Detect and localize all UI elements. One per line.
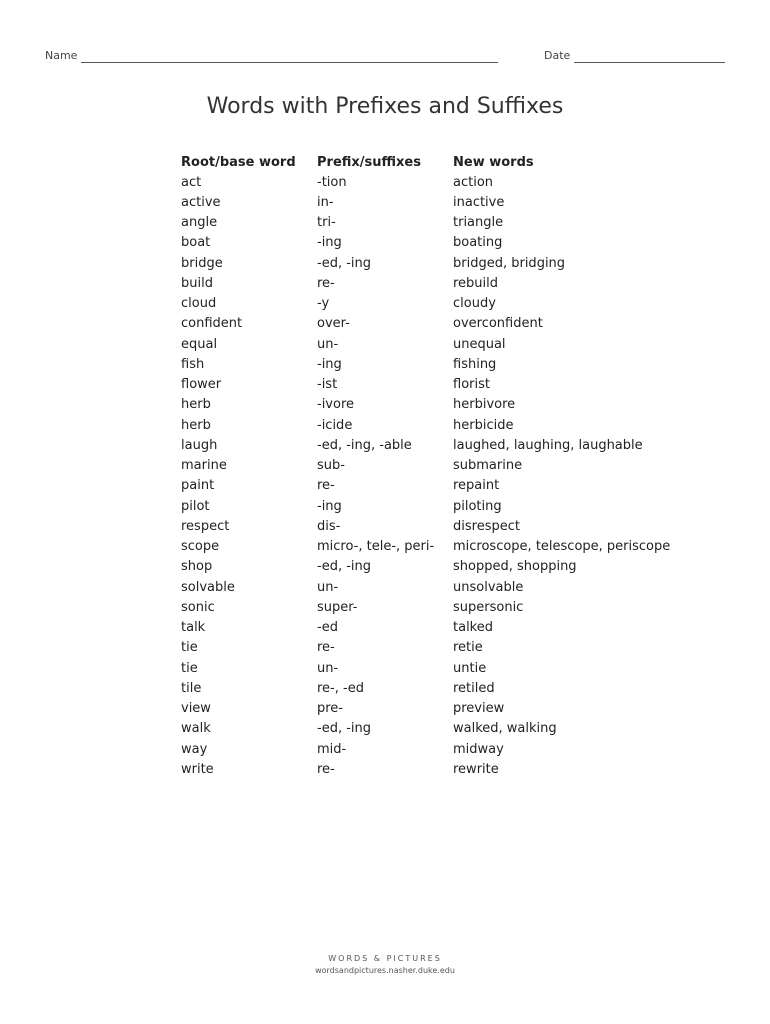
table-row <box>181 759 673 779</box>
new-word-cell: microscope, telescope, periscope <box>453 539 671 555</box>
root-word-cell: equal <box>181 336 218 352</box>
new-word-cell: retiled <box>453 680 495 696</box>
table-row <box>181 618 673 638</box>
affix-cell: sub- <box>317 458 345 474</box>
affix-cell: un- <box>317 579 339 595</box>
root-word-cell: boat <box>181 235 211 251</box>
new-word-cell: bridged, bridging <box>453 255 566 271</box>
new-word-cell: triangle <box>453 215 504 231</box>
new-word-cell: rewrite <box>453 761 499 777</box>
root-word-cell: tie <box>181 660 198 676</box>
root-word-cell: herb <box>181 417 211 433</box>
table-row <box>181 699 673 719</box>
table-row <box>181 456 673 476</box>
name-underline[interactable] <box>81 50 498 63</box>
root-word-cell: herb <box>181 397 211 413</box>
affix-cell: -ing <box>317 235 342 251</box>
new-word-cell: repaint <box>453 478 500 494</box>
date-underline[interactable] <box>574 50 725 63</box>
table-row <box>181 192 673 212</box>
new-word-cell: retie <box>453 640 483 656</box>
root-word-cell: laugh <box>181 437 218 453</box>
new-word-cell: florist <box>453 377 490 393</box>
new-word-cell: supersonic <box>453 599 524 615</box>
table-row <box>181 638 673 658</box>
table-row <box>181 172 673 192</box>
new-word-cell: herbicide <box>453 417 514 433</box>
affix-cell: -ivore <box>317 397 355 413</box>
root-word-cell: act <box>181 174 202 190</box>
table-row <box>181 314 673 334</box>
table-row <box>181 678 673 698</box>
table-row <box>181 213 673 233</box>
table-row <box>181 273 673 293</box>
table-row <box>181 395 673 415</box>
new-word-cell: submarine <box>453 458 523 474</box>
header-root-word: Root/base word <box>181 154 296 170</box>
word-table <box>181 152 673 780</box>
new-word-cell: herbivore <box>453 397 516 413</box>
affix-cell: over- <box>317 316 350 332</box>
new-word-cell: rebuild <box>453 275 499 291</box>
table-row <box>181 719 673 739</box>
new-word-cell: walked, walking <box>453 721 557 737</box>
root-word-cell: shop <box>181 559 213 575</box>
new-word-cell: midway <box>453 741 504 757</box>
table-row <box>181 354 673 374</box>
root-word-cell: bridge <box>181 255 223 271</box>
root-word-cell: scope <box>181 539 220 555</box>
table-row <box>181 415 673 435</box>
root-word-cell: view <box>181 701 211 717</box>
root-word-cell: paint <box>181 478 215 494</box>
table-row <box>181 496 673 516</box>
footer-url: wordsandpictures.nasher.duke.edu <box>315 966 455 975</box>
affix-cell: mid- <box>317 741 347 757</box>
new-word-cell: action <box>453 174 494 190</box>
footer <box>0 953 770 977</box>
footer-brand: WORDS & PICTURES <box>328 954 442 963</box>
affix-cell: in- <box>317 194 334 210</box>
table-body <box>181 172 673 780</box>
affix-cell: re-, -ed <box>317 680 364 696</box>
affix-cell: -tion <box>317 174 347 190</box>
table-row <box>181 516 673 536</box>
new-word-cell: fishing <box>453 356 497 372</box>
header-prefix-suffixes: Prefix/suffixes <box>317 154 421 170</box>
root-word-cell: confident <box>181 316 243 332</box>
affix-cell: micro-, tele-, peri- <box>317 539 435 555</box>
affix-cell: un- <box>317 660 339 676</box>
affix-cell: pre- <box>317 701 343 717</box>
affix-cell: -ed, -ing <box>317 559 371 575</box>
affix-cell: re- <box>317 275 335 291</box>
table-row <box>181 294 673 314</box>
root-word-cell: marine <box>181 458 227 474</box>
table-row <box>181 375 673 395</box>
table-row <box>181 739 673 759</box>
name-field[interactable] <box>45 47 498 63</box>
new-word-cell: overconfident <box>453 316 543 332</box>
table-row <box>181 658 673 678</box>
new-word-cell: unsolvable <box>453 579 524 595</box>
root-word-cell: angle <box>181 215 218 231</box>
new-word-cell: unequal <box>453 336 506 352</box>
new-word-cell: untie <box>453 660 487 676</box>
root-word-cell: tile <box>181 680 202 696</box>
root-word-cell: flower <box>181 377 222 393</box>
root-word-cell: build <box>181 275 213 291</box>
affix-cell: -ed <box>317 620 338 636</box>
new-word-cell: preview <box>453 701 505 717</box>
root-word-cell: fish <box>181 356 205 372</box>
table-row <box>181 435 673 455</box>
table-row <box>181 476 673 496</box>
affix-cell: un- <box>317 336 339 352</box>
table-row <box>181 577 673 597</box>
root-word-cell: pilot <box>181 498 210 514</box>
affix-cell: -icide <box>317 417 353 433</box>
root-word-cell: cloud <box>181 296 217 312</box>
root-word-cell: respect <box>181 518 230 534</box>
header-new-words: New words <box>453 154 534 170</box>
table-header-row <box>181 152 673 172</box>
new-word-cell: disrespect <box>453 518 520 534</box>
root-word-cell: walk <box>181 721 211 737</box>
new-word-cell: shopped, shopping <box>453 559 577 575</box>
affix-cell: -ing <box>317 356 342 372</box>
page-title: Words with Prefixes and Suffixes <box>206 94 564 119</box>
root-word-cell: active <box>181 194 221 210</box>
root-word-cell: way <box>181 741 208 757</box>
name-label: Name <box>45 49 78 62</box>
affix-cell: -y <box>317 296 330 312</box>
affix-cell: super- <box>317 599 358 615</box>
affix-cell: -ist <box>317 377 338 393</box>
new-word-cell: inactive <box>453 194 505 210</box>
table-row <box>181 557 673 577</box>
table-row <box>181 233 673 253</box>
table-row <box>181 597 673 617</box>
affix-cell: -ing <box>317 498 342 514</box>
root-word-cell: tie <box>181 640 198 656</box>
affix-cell: re- <box>317 761 335 777</box>
affix-cell: dis- <box>317 518 341 534</box>
affix-cell: -ed, -ing <box>317 721 371 737</box>
new-word-cell: cloudy <box>453 296 496 312</box>
root-word-cell: sonic <box>181 599 215 615</box>
table-row <box>181 334 673 354</box>
affix-cell: tri- <box>317 215 336 231</box>
table-row <box>181 253 673 273</box>
affix-cell: re- <box>317 640 335 656</box>
affix-cell: -ed, -ing, -able <box>317 437 412 453</box>
date-field[interactable] <box>544 47 725 63</box>
affix-cell: re- <box>317 478 335 494</box>
root-word-cell: solvable <box>181 579 235 595</box>
root-word-cell: talk <box>181 620 206 636</box>
table-row <box>181 537 673 557</box>
new-word-cell: talked <box>453 620 493 636</box>
root-word-cell: write <box>181 761 214 777</box>
new-word-cell: boating <box>453 235 503 251</box>
date-label: Date <box>544 49 571 62</box>
affix-cell: -ed, -ing <box>317 255 371 271</box>
new-word-cell: piloting <box>453 498 502 514</box>
new-word-cell: laughed, laughing, laughable <box>453 437 643 453</box>
